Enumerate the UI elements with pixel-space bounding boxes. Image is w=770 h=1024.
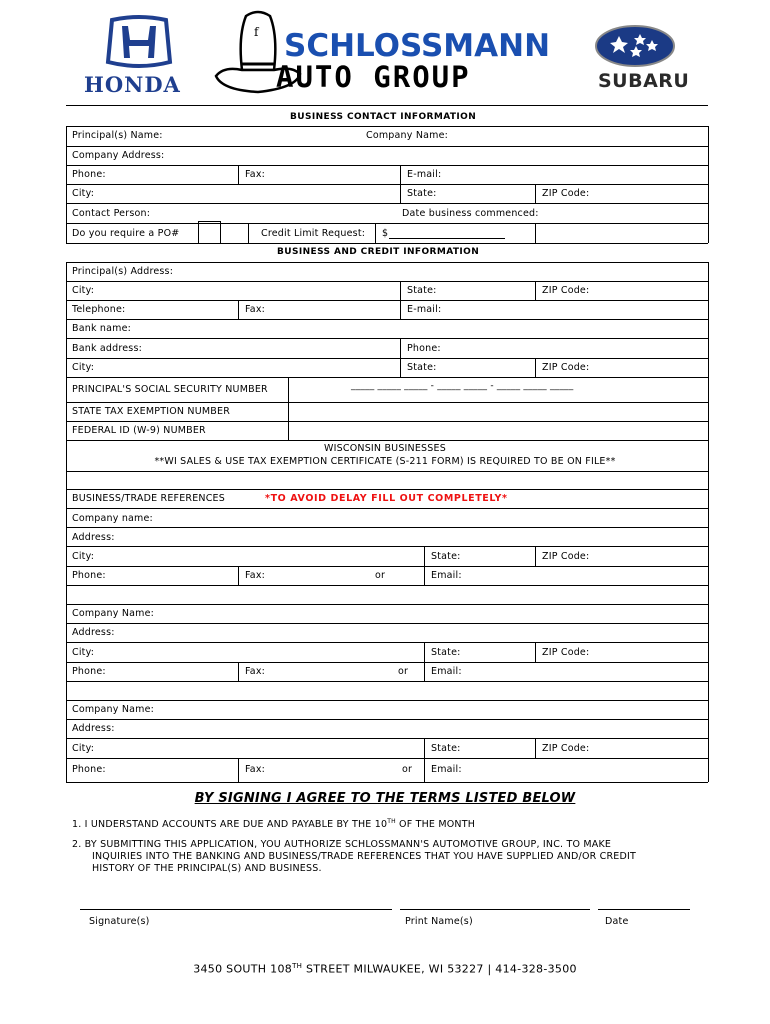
- ref3-phone-label: Phone:: [72, 764, 106, 775]
- group-name-line2: AUTO GROUP: [276, 60, 471, 94]
- footer-address: 3450 SOUTH 108TH STREET MILWAUKEE, WI 53227 | 414-328-3500: [193, 962, 577, 976]
- state-label: State:: [407, 188, 437, 199]
- honda-h-icon: [104, 14, 174, 70]
- wi-businesses-heading: WISCONSIN BUSINESSES: [324, 443, 446, 454]
- terms-item-2-line2: INQUIRIES INTO THE BANKING AND BUSINESS/TRADE REFERENCES THAT YOU HAVE SUPPLIED AND/OR CREDIT: [92, 851, 637, 862]
- ref3-company-label: Company Name:: [72, 704, 155, 715]
- date-commenced-label: Date business commenced:: [402, 208, 539, 219]
- credit-email-label: E-mail:: [407, 304, 442, 315]
- ref2-phone-label: Phone:: [72, 666, 106, 677]
- contact-person-label: Contact Person:: [72, 208, 151, 219]
- signature-line[interactable]: [80, 909, 392, 910]
- ref3-zip-label: ZIP Code:: [542, 743, 590, 754]
- ref3-city-label: City:: [72, 743, 95, 754]
- contact-section-title: BUSINESS CONTACT INFORMATION: [290, 112, 477, 122]
- ref2-state-label: State:: [431, 647, 461, 658]
- print-name-line[interactable]: [400, 909, 590, 910]
- company-address-label: Company Address:: [72, 150, 165, 161]
- terms-item-2-line1: 2. BY SUBMITTING THIS APPLICATION, YOU AUTHORIZE SCHLOSSMANN'S AUTOMOTIVE GROUP, INC. TO MAKE: [72, 839, 612, 850]
- credit-fax-label: Fax:: [245, 304, 266, 315]
- ref1-zip-label: ZIP Code:: [542, 551, 590, 562]
- bank-phone-label: Phone:: [407, 343, 441, 354]
- date-label: Date: [605, 916, 629, 927]
- signature-label: Signature(s): [89, 916, 150, 927]
- bank-city-label: City:: [72, 362, 95, 373]
- ref1-state-label: State:: [431, 551, 461, 562]
- ref1-email-label: Email:: [431, 570, 462, 581]
- credit-state-label: State:: [407, 285, 437, 296]
- phone-label: Phone:: [72, 169, 106, 180]
- company-name-label: Company Name:: [366, 130, 449, 141]
- federal-id-label: FEDERAL ID (W-9) NUMBER: [72, 425, 206, 436]
- principals-address-label: Principal(s) Address:: [72, 266, 174, 277]
- ref2-company-label: Company Name:: [72, 608, 155, 619]
- credit-limit-blank[interactable]: [389, 238, 505, 239]
- group-name-line1: SCHLOSSMANN: [284, 28, 551, 64]
- credit-dollar-sign: $: [382, 228, 389, 239]
- header-divider: [66, 105, 708, 106]
- bank-zip-label: ZIP Code:: [542, 362, 590, 373]
- ref3-or-label: or: [402, 764, 413, 775]
- terms-heading: BY SIGNING I AGREE TO THE TERMS LISTED BELOW: [194, 791, 576, 806]
- ref1-or-label: or: [375, 570, 386, 581]
- credit-zip-label: ZIP Code:: [542, 285, 590, 296]
- honda-wordmark: HONDA: [84, 72, 181, 97]
- ref2-or-label: or: [398, 666, 409, 677]
- ref2-fax-label: Fax:: [245, 666, 266, 677]
- ref1-company-label: Company name:: [72, 513, 153, 524]
- references-warning: *TO AVOID DELAY FILL OUT COMPLETELY*: [265, 493, 508, 504]
- svg-text:f: f: [254, 25, 259, 39]
- telephone-label: Telephone:: [72, 304, 126, 315]
- bank-name-label: Bank name:: [72, 323, 132, 334]
- references-title: BUSINESS/TRADE REFERENCES: [72, 493, 225, 504]
- ref1-city-label: City:: [72, 551, 95, 562]
- terms-item-1: 1. I UNDERSTAND ACCOUNTS ARE DUE AND PAYABLE BY THE 10TH OF THE MONTH: [72, 818, 476, 831]
- ref3-address-label: Address:: [72, 723, 115, 734]
- require-po-label: Do you require a PO#: [72, 228, 180, 239]
- terms-item-2-line3: HISTORY OF THE PRINCIPAL(S) AND BUSINESS.: [92, 863, 322, 874]
- ref1-address-label: Address:: [72, 532, 115, 543]
- ref2-email-label: Email:: [431, 666, 462, 677]
- city-label: City:: [72, 188, 95, 199]
- ref2-zip-label: ZIP Code:: [542, 647, 590, 658]
- email-label: E-mail:: [407, 169, 442, 180]
- fax-label: Fax:: [245, 169, 266, 180]
- ref3-state-label: State:: [431, 743, 461, 754]
- ref3-fax-label: Fax:: [245, 764, 266, 775]
- ssn-blanks[interactable]: _____ _____ _____ - _____ _____ - _____ _____ _____: [351, 381, 574, 391]
- principals-name-label: Principal(s) Name:: [72, 130, 163, 141]
- zip-label: ZIP Code:: [542, 188, 590, 199]
- subaru-wordmark: SUBARU: [598, 70, 690, 92]
- print-name-label: Print Name(s): [405, 916, 473, 927]
- require-po-checkbox[interactable]: [198, 221, 221, 244]
- bank-state-label: State:: [407, 362, 437, 373]
- state-tax-label: STATE TAX EXEMPTION NUMBER: [72, 406, 230, 417]
- ref1-phone-label: Phone:: [72, 570, 106, 581]
- ssn-label: PRINCIPAL'S SOCIAL SECURITY NUMBER: [72, 384, 268, 395]
- credit-city-label: City:: [72, 285, 95, 296]
- date-line[interactable]: [598, 909, 690, 910]
- ref2-city-label: City:: [72, 647, 95, 658]
- ref2-address-label: Address:: [72, 627, 115, 638]
- credit-limit-label: Credit Limit Request:: [261, 228, 366, 239]
- ref3-email-label: Email:: [431, 764, 462, 775]
- wi-tax-notice: **WI SALES & USE TAX EXEMPTION CERTIFICATE (S-211 FORM) IS REQUIRED TO BE ON FILE**: [154, 456, 616, 467]
- bank-address-label: Bank address:: [72, 343, 143, 354]
- subaru-stars-icon: [594, 24, 676, 68]
- credit-section-title: BUSINESS AND CREDIT INFORMATION: [277, 247, 480, 257]
- ref1-fax-label: Fax:: [245, 570, 266, 581]
